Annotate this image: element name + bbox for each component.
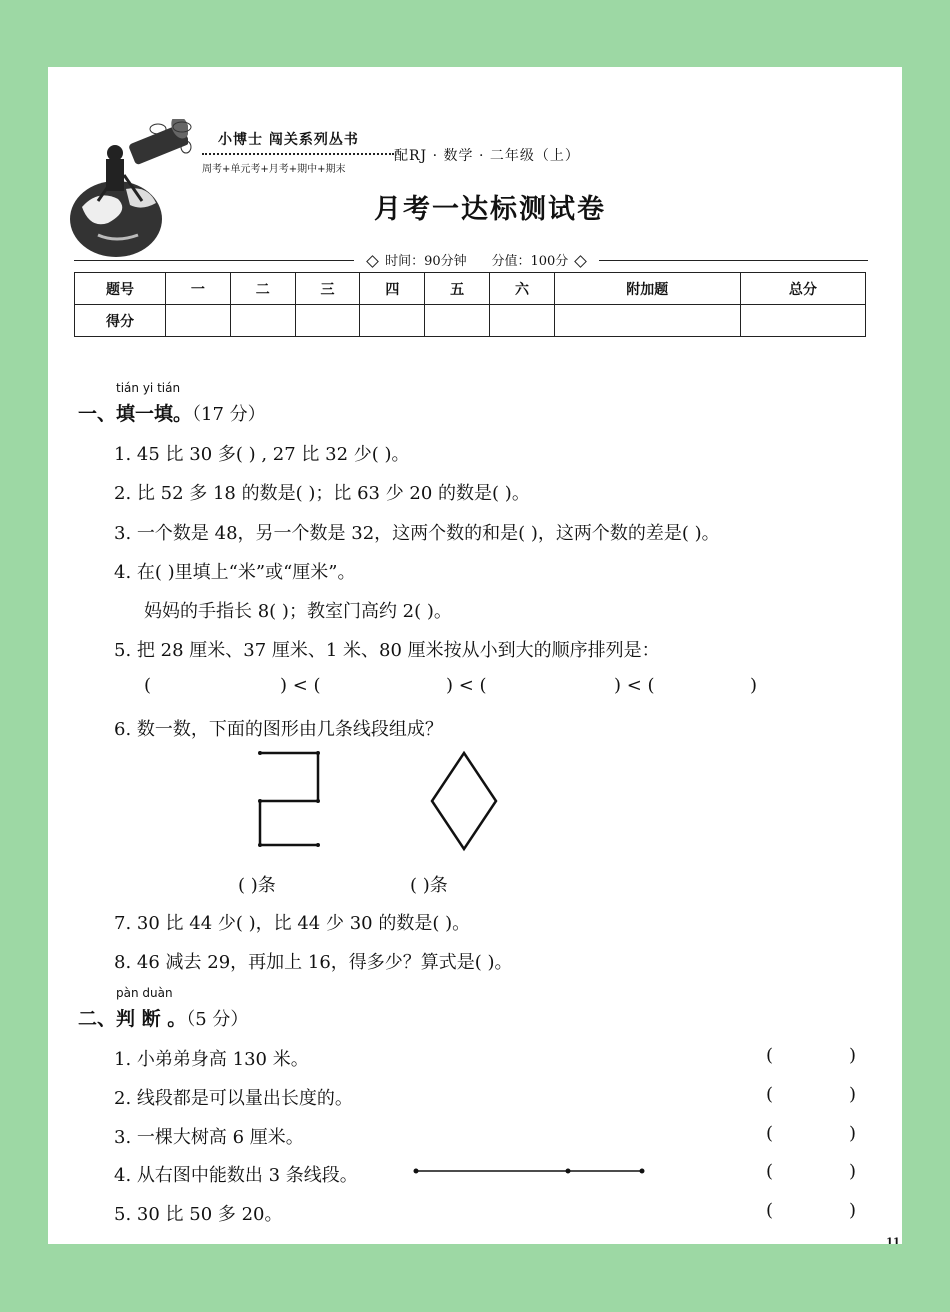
question-1-6-answer-1[interactable]: ( )条: [238, 875, 276, 896]
exam-title: 月考一达标测试卷: [374, 194, 606, 225]
score-input-cell[interactable]: [490, 305, 555, 337]
score-table-score-row: [75, 305, 866, 337]
series-divider: [202, 153, 394, 155]
judge-answer-5[interactable]: [766, 1200, 856, 1224]
question-1-6-answer-2[interactable]: ( )条: [410, 875, 448, 896]
judge-item-4: 4. 从右图中能数出 3 条线段。: [114, 1165, 358, 1186]
score-input-cell[interactable]: [554, 305, 740, 337]
segment-line-figure: [410, 1163, 650, 1179]
score-input-cell[interactable]: [740, 305, 865, 337]
ordering-answer-row: [48, 675, 902, 701]
paren-close: ): [848, 1200, 856, 1221]
score-input-cell[interactable]: [166, 305, 231, 337]
score-cell: 附加题: [554, 273, 740, 305]
judge-answer-2[interactable]: [766, 1084, 856, 1108]
section2-heading: [78, 1004, 248, 1031]
section2-title: 二、判 断 。: [78, 1008, 187, 1030]
time-score-text: [354, 250, 599, 269]
segment-figure-2-shape: [248, 745, 338, 855]
score-cell: 二: [230, 273, 295, 305]
section2-pinyin: pàn duàn: [116, 986, 173, 1000]
judge-item-3: 3. 一棵大树高 6 厘米。: [114, 1127, 304, 1148]
exam-time: 时间：90分钟: [385, 254, 467, 269]
answer-blank[interactable]: ) < (: [614, 675, 655, 696]
question-1-1: 1. 45 比 30 多( ) , 27 比 32 少( )。: [114, 444, 410, 465]
section1-title: 一、填一填。: [78, 403, 193, 425]
question-1-3: 3. 一个数是 48，另一个数是 32，这两个数的和是( )，这两个数的差是( )。: [114, 523, 720, 544]
series-subtitle: 周考+单元考+月考+期中+期末: [202, 164, 346, 175]
score-input-cell[interactable]: [360, 305, 425, 337]
answer-blank: ): [750, 675, 758, 696]
score-table: [74, 272, 866, 337]
score-cell: 得分: [75, 305, 166, 337]
question-1-4-sub: 妈妈的手指长 8( )；教室门高约 2( )。: [144, 601, 452, 622]
judge-item-1: 1. 小弟弟身高 130 米。: [114, 1049, 309, 1070]
score-cell: 总分: [740, 273, 865, 305]
score-cell: 六: [490, 273, 555, 305]
paren-open: (: [766, 1123, 774, 1144]
question-1-6: 6. 数一数，下面的图形由几条线段组成？: [114, 719, 443, 740]
answer-blank[interactable]: (: [144, 675, 152, 696]
paren-close: ): [848, 1123, 856, 1144]
judge-item-2: 2. 线段都是可以量出长度的。: [114, 1088, 353, 1109]
answer-blank[interactable]: ) < (: [280, 675, 321, 696]
score-cell: 五: [425, 273, 490, 305]
series-title: 小博士 闯关系列丛书: [218, 132, 359, 148]
score-table-header-row: [75, 273, 866, 305]
judge-answer-4[interactable]: [766, 1161, 856, 1185]
segment-figure-diamond: [426, 745, 506, 857]
paren-close: ): [848, 1161, 856, 1182]
score-input-cell[interactable]: [425, 305, 490, 337]
section1-pinyin: tián yi tián: [116, 381, 181, 395]
score-cell: 三: [295, 273, 360, 305]
score-input-cell[interactable]: [230, 305, 295, 337]
exam-total-score: 分值：100分: [491, 254, 569, 269]
judge-answer-1[interactable]: [766, 1045, 856, 1069]
question-1-5: 5. 把 28 厘米、37 厘米、1 米、80 厘米按从小到大的顺序排列是：: [114, 640, 660, 661]
paren-open: (: [766, 1200, 774, 1221]
score-cell: 一: [166, 273, 231, 305]
exam-paper: [48, 67, 902, 1244]
section1-heading: [78, 399, 266, 426]
page-number: 11: [886, 1237, 900, 1244]
question-1-7: 7. 30 比 44 少( )，比 44 少 30 的数是( )。: [114, 913, 471, 934]
question-1-2: 2. 比 52 多 18 的数是( )；比 63 少 20 的数是( )。: [114, 483, 530, 504]
paren-open: (: [766, 1084, 774, 1105]
diamond-ornament-icon: [366, 255, 379, 268]
paren-close: ): [848, 1045, 856, 1066]
score-cell: 四: [360, 273, 425, 305]
diamond-ornament-icon: [575, 255, 588, 268]
score-cell: 题号: [75, 273, 166, 305]
judge-answer-3[interactable]: [766, 1123, 856, 1147]
question-1-4: 4. 在( )里填上“米”或“厘米”。: [114, 562, 356, 583]
section1-points: （17 分）: [192, 404, 266, 425]
cloud-icons: [146, 119, 196, 159]
grade-label: 配RJ · 数学 · 二年级（上）: [394, 148, 580, 164]
score-input-cell[interactable]: [295, 305, 360, 337]
section2-points: （5 分）: [186, 1009, 249, 1030]
paren-open: (: [766, 1045, 774, 1066]
judge-item-5: 5. 30 比 50 多 20。: [114, 1204, 283, 1225]
question-1-8: 8. 46 减去 29，再加上 16，得多少？算式是( )。: [114, 952, 513, 973]
answer-blank[interactable]: ) < (: [446, 675, 487, 696]
paren-close: ): [848, 1084, 856, 1105]
paren-open: (: [766, 1161, 774, 1182]
time-score-row: [74, 250, 868, 270]
